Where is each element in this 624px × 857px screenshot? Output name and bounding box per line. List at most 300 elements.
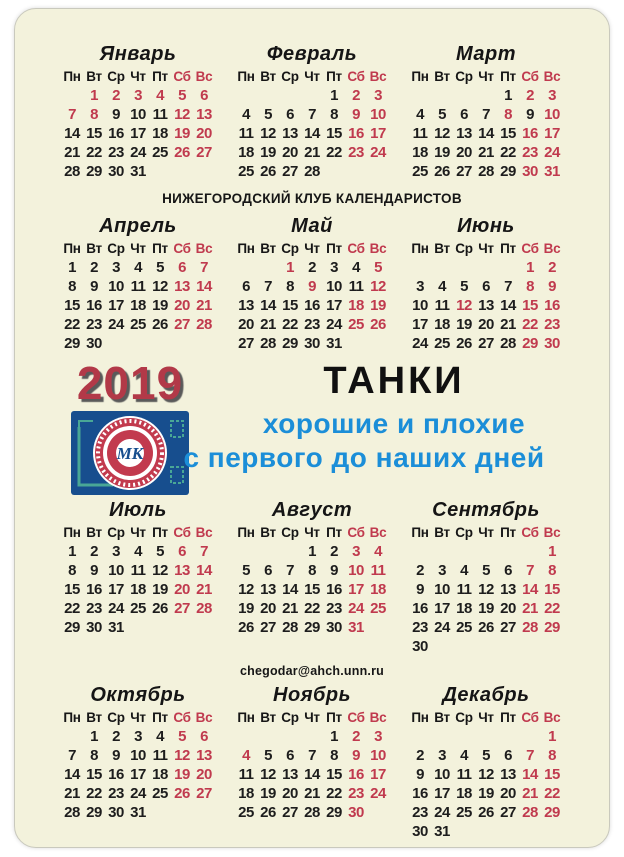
day-cell: 8 xyxy=(90,747,98,764)
day-header: Чт xyxy=(304,241,320,256)
day-cell: 24 xyxy=(544,144,560,161)
day-cell: 17 xyxy=(370,766,386,783)
subtitle-line-1: хорошие и плохие xyxy=(262,408,526,439)
day-cell: 24 xyxy=(412,335,428,352)
month-block xyxy=(233,499,391,656)
day-header: Ср xyxy=(281,69,299,84)
day-cell: 17 xyxy=(130,125,146,142)
month-grid xyxy=(233,709,391,822)
empty-cell xyxy=(257,542,279,561)
day-cell: 25 xyxy=(456,619,472,636)
month-block xyxy=(407,499,565,656)
day-cell: 3 xyxy=(330,259,338,276)
day-cell: 19 xyxy=(434,144,450,161)
day-cell: 29 xyxy=(86,804,102,821)
day-cell: 31 xyxy=(348,619,364,636)
day-cell: 7 xyxy=(286,562,294,579)
day-header: Чт xyxy=(478,69,494,84)
day-cell: 6 xyxy=(200,728,208,745)
day-cell: 23 xyxy=(412,619,428,636)
day-cell: 15 xyxy=(500,125,516,142)
day-cell: 17 xyxy=(108,581,124,598)
day-cell: 25 xyxy=(434,335,450,352)
day-header: Сб xyxy=(521,710,539,725)
empty-cell xyxy=(475,258,497,277)
day-header: Ср xyxy=(455,69,473,84)
month-title: Декабрь xyxy=(442,684,530,706)
day-cell: 25 xyxy=(456,804,472,821)
months-row-1 xyxy=(15,43,609,181)
day-cell: 20 xyxy=(196,766,212,783)
day-cell: 28 xyxy=(304,804,320,821)
day-cell: 19 xyxy=(174,125,190,142)
day-cell: 17 xyxy=(434,785,450,802)
day-cell: 22 xyxy=(522,316,538,333)
day-header: Пн xyxy=(237,525,255,540)
day-cell: 17 xyxy=(130,766,146,783)
day-cell: 22 xyxy=(86,144,102,161)
day-cell: 3 xyxy=(352,543,360,560)
day-cell: 25 xyxy=(238,163,254,180)
empty-cell xyxy=(475,86,497,105)
day-header: Вт xyxy=(86,710,102,725)
empty-cell xyxy=(257,727,279,746)
month-block xyxy=(233,684,391,841)
day-cell: 21 xyxy=(522,785,538,802)
month-title: Ноябрь xyxy=(273,684,351,706)
empty-cell xyxy=(409,86,431,105)
day-cell: 30 xyxy=(86,335,102,352)
day-cell: 9 xyxy=(526,106,534,123)
day-cell: 6 xyxy=(504,747,512,764)
day-cell: 26 xyxy=(260,163,276,180)
day-cell: 11 xyxy=(152,747,168,764)
theme-titles xyxy=(183,359,583,491)
day-cell: 11 xyxy=(456,581,472,598)
day-cell: 2 xyxy=(90,543,98,560)
empty-cell xyxy=(409,542,431,561)
day-header: Ср xyxy=(281,525,299,540)
day-cell: 26 xyxy=(370,316,386,333)
empty-cell xyxy=(235,727,257,746)
day-cell: 22 xyxy=(500,144,516,161)
empty-cell xyxy=(301,727,323,746)
day-cell: 20 xyxy=(500,785,516,802)
day-cell: 8 xyxy=(548,747,556,764)
day-cell: 20 xyxy=(196,125,212,142)
month-grid xyxy=(407,68,565,181)
day-cell: 22 xyxy=(326,785,342,802)
day-cell: 12 xyxy=(260,125,276,142)
day-cell: 4 xyxy=(134,259,142,276)
day-cell: 19 xyxy=(478,785,494,802)
day-cell: 28 xyxy=(196,316,212,333)
day-cell: 2 xyxy=(112,87,120,104)
day-cell: 11 xyxy=(238,766,254,783)
day-cell: 24 xyxy=(130,785,146,802)
day-header: Ср xyxy=(455,241,473,256)
day-cell: 30 xyxy=(108,163,124,180)
empty-cell xyxy=(409,727,431,746)
day-cell: 5 xyxy=(264,747,272,764)
day-cell: 17 xyxy=(108,297,124,314)
day-cell: 30 xyxy=(544,335,560,352)
day-cell: 22 xyxy=(64,600,80,617)
day-cell: 21 xyxy=(260,316,276,333)
day-header: Вт xyxy=(434,710,450,725)
day-cell: 16 xyxy=(108,766,124,783)
day-cell: 4 xyxy=(438,278,446,295)
day-cell: 7 xyxy=(68,747,76,764)
day-cell: 30 xyxy=(304,335,320,352)
day-cell: 29 xyxy=(544,619,560,636)
day-cell: 24 xyxy=(108,316,124,333)
month-grid xyxy=(407,524,565,656)
day-cell: 23 xyxy=(412,804,428,821)
day-header: Пт xyxy=(326,241,342,256)
day-cell: 13 xyxy=(282,766,298,783)
day-header: Пт xyxy=(152,241,168,256)
day-header: Пн xyxy=(411,710,429,725)
day-cell: 9 xyxy=(352,106,360,123)
day-cell: 28 xyxy=(478,163,494,180)
day-header: Вс xyxy=(369,525,387,540)
day-cell: 27 xyxy=(196,785,212,802)
day-cell: 16 xyxy=(326,581,342,598)
day-cell: 21 xyxy=(522,600,538,617)
day-cell: 4 xyxy=(134,543,142,560)
empty-cell xyxy=(475,542,497,561)
day-cell: 7 xyxy=(200,543,208,560)
day-cell: 8 xyxy=(308,562,316,579)
day-cell: 8 xyxy=(526,278,534,295)
year-text: 2019 xyxy=(76,357,184,409)
day-cell: 10 xyxy=(370,747,386,764)
empty-cell xyxy=(497,727,519,746)
day-cell: 12 xyxy=(238,581,254,598)
day-header: Вт xyxy=(434,69,450,84)
day-cell: 20 xyxy=(238,316,254,333)
empty-cell xyxy=(409,258,431,277)
month-grid xyxy=(59,709,217,822)
day-cell: 21 xyxy=(304,785,320,802)
day-cell: 20 xyxy=(478,316,494,333)
day-header: Сб xyxy=(347,525,365,540)
day-cell: 8 xyxy=(68,562,76,579)
day-cell: 9 xyxy=(112,747,120,764)
day-cell: 17 xyxy=(544,125,560,142)
day-cell: 30 xyxy=(348,804,364,821)
day-cell: 23 xyxy=(544,316,560,333)
day-cell: 16 xyxy=(86,581,102,598)
day-cell: 10 xyxy=(130,106,146,123)
empty-cell xyxy=(279,727,301,746)
day-cell: 17 xyxy=(348,581,364,598)
day-cell: 31 xyxy=(434,823,450,840)
day-cell: 17 xyxy=(434,600,450,617)
empty-cell xyxy=(453,258,475,277)
day-header: Пн xyxy=(63,241,81,256)
day-header: Чт xyxy=(304,710,320,725)
day-cell: 13 xyxy=(196,106,212,123)
day-header: Ср xyxy=(107,69,125,84)
day-cell: 31 xyxy=(544,163,560,180)
day-header: Пт xyxy=(326,69,342,84)
day-cell: 23 xyxy=(108,144,124,161)
month-block xyxy=(407,215,565,353)
email-line xyxy=(122,662,502,680)
day-cell: 2 xyxy=(526,87,534,104)
empty-cell xyxy=(279,542,301,561)
empty-cell xyxy=(235,542,257,561)
month-title: Июнь xyxy=(457,215,515,237)
day-cell: 2 xyxy=(352,728,360,745)
day-cell: 10 xyxy=(108,278,124,295)
day-cell: 1 xyxy=(68,259,76,276)
day-cell: 13 xyxy=(174,278,190,295)
day-cell: 6 xyxy=(460,106,468,123)
day-cell: 24 xyxy=(326,316,342,333)
day-cell: 27 xyxy=(174,600,190,617)
day-cell: 23 xyxy=(86,316,102,333)
empty-cell xyxy=(431,542,453,561)
day-cell: 13 xyxy=(500,766,516,783)
day-cell: 6 xyxy=(178,259,186,276)
day-cell: 11 xyxy=(238,125,254,142)
day-cell: 8 xyxy=(90,106,98,123)
day-cell: 25 xyxy=(130,316,146,333)
day-cell: 7 xyxy=(200,259,208,276)
day-cell: 18 xyxy=(238,144,254,161)
day-cell: 28 xyxy=(500,335,516,352)
day-cell: 14 xyxy=(522,581,538,598)
day-cell: 23 xyxy=(348,785,364,802)
day-cell: 14 xyxy=(64,125,80,142)
day-header: Чт xyxy=(130,525,146,540)
day-cell: 4 xyxy=(416,106,424,123)
day-cell: 18 xyxy=(434,316,450,333)
day-cell: 1 xyxy=(68,543,76,560)
empty-cell xyxy=(453,542,475,561)
day-cell: 2 xyxy=(112,728,120,745)
day-cell: 19 xyxy=(238,600,254,617)
day-cell: 20 xyxy=(282,785,298,802)
day-cell: 24 xyxy=(348,600,364,617)
day-cell: 11 xyxy=(434,297,450,314)
day-cell: 28 xyxy=(282,619,298,636)
day-cell: 2 xyxy=(90,259,98,276)
day-cell: 30 xyxy=(86,619,102,636)
subtitle-line-2: с первого до наших дней xyxy=(183,442,545,473)
day-cell: 24 xyxy=(130,144,146,161)
day-cell: 14 xyxy=(500,297,516,314)
day-cell: 28 xyxy=(64,804,80,821)
day-cell: 18 xyxy=(412,144,428,161)
day-header: Сб xyxy=(173,525,191,540)
day-cell: 22 xyxy=(86,785,102,802)
day-cell: 1 xyxy=(90,728,98,745)
empty-cell xyxy=(431,258,453,277)
day-cell: 30 xyxy=(412,823,428,840)
day-header: Сб xyxy=(347,710,365,725)
day-cell: 6 xyxy=(200,87,208,104)
day-cell: 21 xyxy=(500,316,516,333)
day-cell: 3 xyxy=(416,278,424,295)
day-cell: 24 xyxy=(370,785,386,802)
day-cell: 11 xyxy=(412,125,428,142)
day-cell: 19 xyxy=(152,297,168,314)
day-cell: 8 xyxy=(286,278,294,295)
day-cell: 13 xyxy=(456,125,472,142)
day-header: Сб xyxy=(521,525,539,540)
day-header: Ср xyxy=(107,241,125,256)
day-cell: 18 xyxy=(238,785,254,802)
day-cell: 28 xyxy=(522,619,538,636)
day-cell: 21 xyxy=(64,785,80,802)
day-cell: 28 xyxy=(522,804,538,821)
pocket-calendar-card xyxy=(14,8,610,848)
day-cell: 1 xyxy=(286,259,294,276)
day-header: Вс xyxy=(543,241,561,256)
day-cell: 6 xyxy=(264,562,272,579)
day-cell: 2 xyxy=(416,747,424,764)
day-cell: 14 xyxy=(304,125,320,142)
day-cell: 20 xyxy=(500,600,516,617)
day-cell: 4 xyxy=(460,562,468,579)
day-header: Вс xyxy=(195,69,213,84)
day-cell: 25 xyxy=(130,600,146,617)
day-cell: 27 xyxy=(456,163,472,180)
day-header: Вт xyxy=(434,241,450,256)
day-header: Вт xyxy=(434,525,450,540)
day-cell: 27 xyxy=(500,804,516,821)
day-cell: 4 xyxy=(374,543,382,560)
day-header: Пн xyxy=(411,525,429,540)
day-cell: 23 xyxy=(326,600,342,617)
day-cell: 22 xyxy=(544,600,560,617)
day-cell: 21 xyxy=(282,600,298,617)
day-header: Сб xyxy=(173,710,191,725)
empty-cell xyxy=(279,86,301,105)
day-cell: 17 xyxy=(370,125,386,142)
day-header: Вт xyxy=(86,241,102,256)
day-cell: 5 xyxy=(460,278,468,295)
day-cell: 10 xyxy=(130,747,146,764)
day-cell: 12 xyxy=(478,581,494,598)
day-header: Сб xyxy=(521,241,539,256)
day-cell: 20 xyxy=(260,600,276,617)
day-cell: 22 xyxy=(282,316,298,333)
day-cell: 18 xyxy=(456,785,472,802)
day-header: Пт xyxy=(500,525,516,540)
day-cell: 11 xyxy=(152,106,168,123)
day-cell: 13 xyxy=(238,297,254,314)
day-cell: 6 xyxy=(286,747,294,764)
day-cell: 27 xyxy=(196,144,212,161)
day-header: Сб xyxy=(521,69,539,84)
day-cell: 27 xyxy=(500,619,516,636)
day-cell: 12 xyxy=(174,106,190,123)
day-cell: 25 xyxy=(238,804,254,821)
day-cell: 1 xyxy=(526,259,534,276)
day-cell: 9 xyxy=(352,747,360,764)
day-cell: 23 xyxy=(348,144,364,161)
day-cell: 6 xyxy=(286,106,294,123)
day-cell: 31 xyxy=(130,804,146,821)
day-cell: 22 xyxy=(64,316,80,333)
day-cell: 1 xyxy=(330,87,338,104)
day-header: Вс xyxy=(369,241,387,256)
day-cell: 13 xyxy=(478,297,494,314)
day-cell: 16 xyxy=(304,297,320,314)
day-cell: 7 xyxy=(308,747,316,764)
day-header: Вт xyxy=(260,241,276,256)
empty-cell xyxy=(235,86,257,105)
day-cell: 26 xyxy=(152,316,168,333)
day-cell: 26 xyxy=(478,804,494,821)
day-header: Чт xyxy=(478,525,494,540)
title-block xyxy=(15,353,609,499)
day-header: Вс xyxy=(543,710,561,725)
day-cell: 9 xyxy=(308,278,316,295)
day-cell: 12 xyxy=(260,766,276,783)
club-logo xyxy=(71,411,189,500)
empty-cell xyxy=(257,258,279,277)
day-cell: 20 xyxy=(456,144,472,161)
day-header: Ср xyxy=(281,710,299,725)
day-cell: 26 xyxy=(434,163,450,180)
day-cell: 14 xyxy=(196,278,212,295)
day-cell: 5 xyxy=(264,106,272,123)
day-cell: 3 xyxy=(112,259,120,276)
empty-cell xyxy=(497,258,519,277)
month-grid xyxy=(59,524,217,637)
day-header: Пт xyxy=(326,710,342,725)
empty-cell xyxy=(519,727,541,746)
day-cell: 16 xyxy=(86,297,102,314)
day-header: Пт xyxy=(152,710,168,725)
day-cell: 19 xyxy=(152,581,168,598)
day-cell: 18 xyxy=(152,125,168,142)
day-cell: 29 xyxy=(64,619,80,636)
day-header: Ср xyxy=(281,241,299,256)
day-header: Ср xyxy=(107,710,125,725)
day-cell: 30 xyxy=(326,619,342,636)
day-cell: 13 xyxy=(196,747,212,764)
day-cell: 4 xyxy=(156,728,164,745)
months-row-4 xyxy=(15,684,609,841)
day-cell: 27 xyxy=(174,316,190,333)
day-cell: 18 xyxy=(370,581,386,598)
month-block xyxy=(233,43,391,181)
day-cell: 21 xyxy=(196,297,212,314)
day-cell: 15 xyxy=(544,581,560,598)
day-cell: 2 xyxy=(352,87,360,104)
day-cell: 1 xyxy=(548,543,556,560)
day-cell: 29 xyxy=(326,804,342,821)
day-header: Вс xyxy=(369,710,387,725)
day-cell: 14 xyxy=(282,581,298,598)
day-cell: 16 xyxy=(522,125,538,142)
day-cell: 2 xyxy=(548,259,556,276)
day-header: Вс xyxy=(369,69,387,84)
day-header: Сб xyxy=(173,241,191,256)
day-cell: 13 xyxy=(282,125,298,142)
day-cell: 15 xyxy=(282,297,298,314)
day-cell: 25 xyxy=(152,785,168,802)
month-block xyxy=(59,43,217,181)
day-cell: 29 xyxy=(500,163,516,180)
